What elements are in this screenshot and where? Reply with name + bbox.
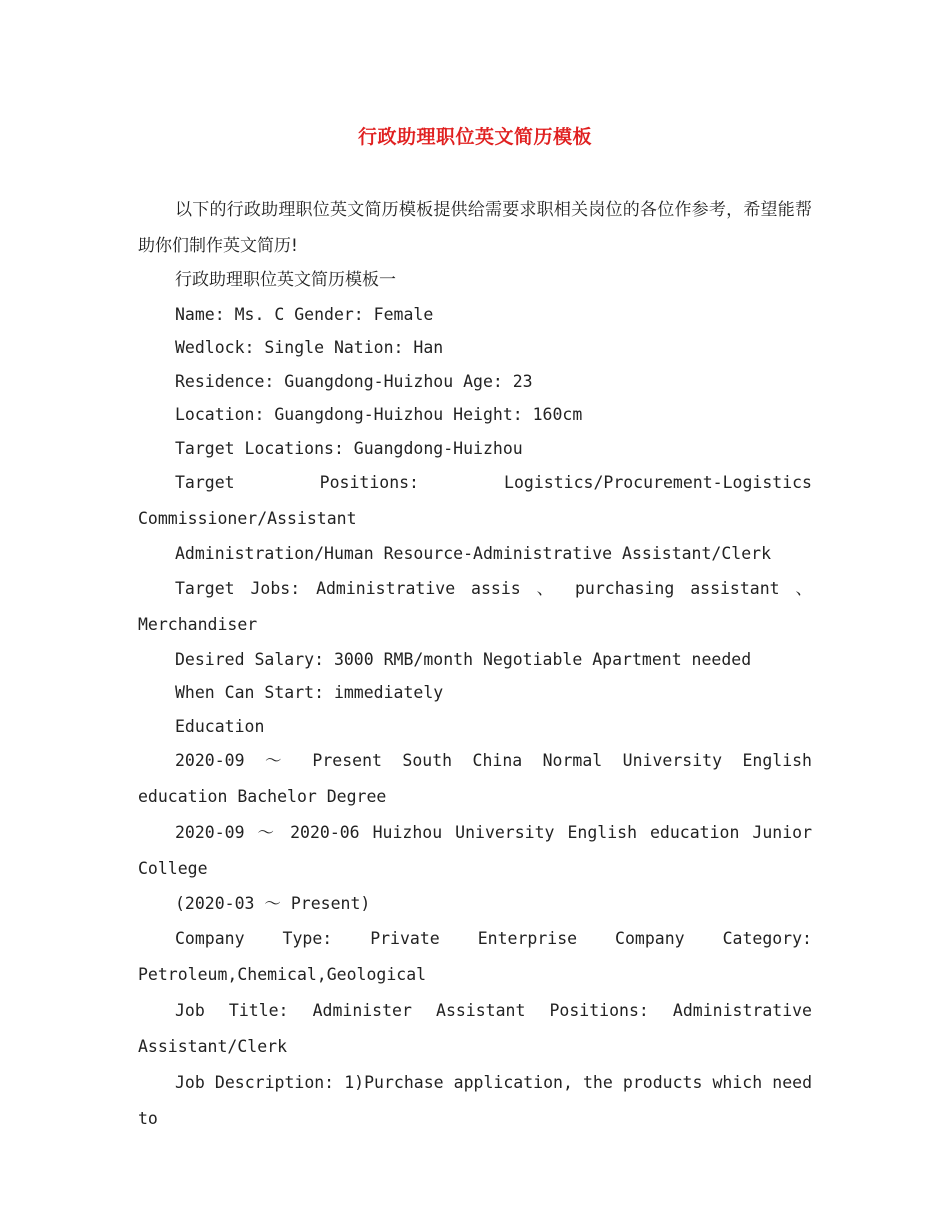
wedlock-nation-line: Wedlock: Single Nation: Han [175,338,444,357]
document-title: 行政助理职位英文简历模板 [357,126,592,148]
job-title-line: Job Title: Administer Assistant Positions: Administrative Assistant/Clerk [138,1000,812,1056]
name-gender-line: Name: Ms. C Gender: Female [175,304,434,324]
start-date-line: When Can Start: immediately [175,683,444,702]
target-positions-line: Target Positions: Logistics/Procurement-Logistics Commissioner/Assistant [138,473,812,528]
target-jobs-line: Target Jobs: Administrative assis 、 purchasing assistant 、 Merchandiser [138,578,812,634]
education-entry-1: 2020-09 ～ Present South China Normal University English education Bachelor Degree [138,751,812,806]
job-description-line: Job Description: 1)Purchase application, the products which need to [138,1072,812,1128]
section-heading: 行政助理职位英文简历模板一 [175,270,396,290]
education-heading: Education [175,716,265,736]
location-height-line: Location: Guangdong-Huizhou Height: 160cm [175,405,583,424]
education-entry-2: 2020-09 ～ 2020-06 Huizhou University English education Junior College [138,823,812,878]
residence-age-line: Residence: Guangdong-Huizhou Age: 23 [175,371,533,391]
desired-salary-line: Desired Salary: 3000 RMB/month Negotiable Apartment needed [175,649,752,669]
work-period-line: (2020-03 ～ Present) [175,894,371,913]
target-locations-line: Target Locations: Guangdong-Huizhou [175,438,523,458]
administration-line: Administration/Human Resource-Administrative Assistant/Clerk [175,544,772,563]
document-body [138,192,812,1137]
intro-paragraph: 以下的行政助理职位英文简历模板提供给需要求职相关岗位的各位作参考，希望能帮助你们制作英文简历! [138,200,812,256]
company-type-line: Company Type: Private Enterprise Company Category: Petroleum,Chemical,Geological [138,928,812,984]
